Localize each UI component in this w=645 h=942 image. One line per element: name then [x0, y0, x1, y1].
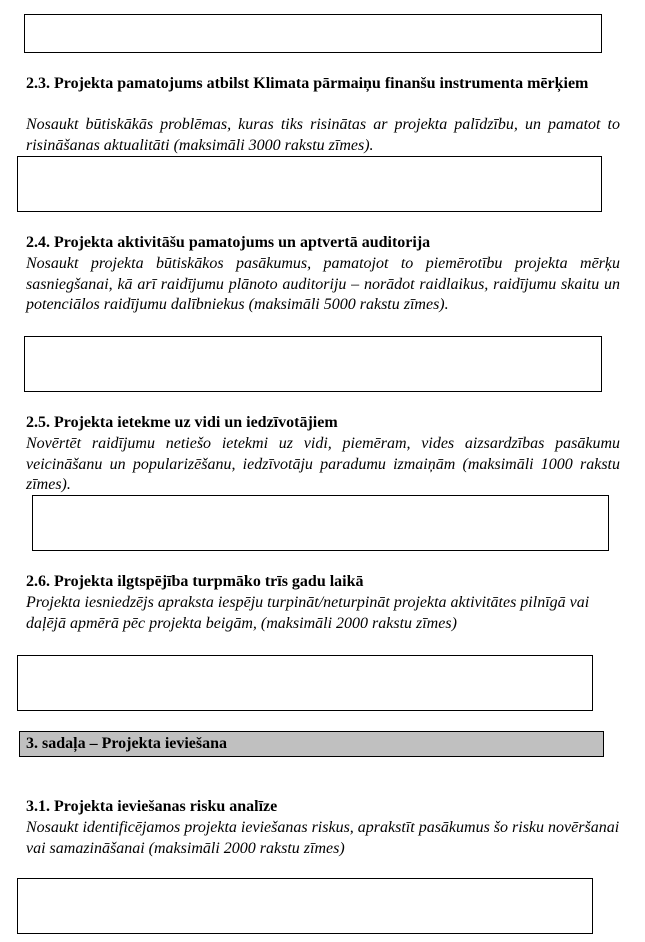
heading-2-4: 2.4. Projekta aktivitāšu pamatojums un aptvertā auditorija	[26, 234, 431, 251]
description-3-1: Nosaukt identificējamos projekta ieviešanas riskus, aprakstīt pasākumus šo risku novēršanai vai samazināšanai (maksimāli 2000 rakstu zīmes)	[26, 819, 620, 857]
answer-box-2-2[interactable]	[24, 14, 602, 53]
heading-2-5: 2.5. Projekta ietekme uz vidi un iedzīvotājiem	[26, 414, 338, 431]
description-2-6: Projekta iesniedzējs apraksta iespēju turpināt/neturpināt projekta aktivitātes pilnīgā vai daļējā apmērā pēc projekta beigām, (maksimāli 2000 rakstu zīmes)	[26, 594, 590, 632]
answer-box-3-1[interactable]	[17, 878, 593, 934]
heading-3-1: 3.1. Projekta ieviešanas risku analīze	[26, 798, 278, 815]
description-2-4: Nosaukt projekta būtiskākos pasākumus, pamatojot to piemērotību projekta mērķu sasniegšanai, kā arī raidījumu plānoto auditoriju – norādot raidlaikus, raidījumu skaitu un potenciālos raidījumu dalībniekus (maksimāli 5000 rakstu zīmes).	[26, 255, 620, 313]
answer-box-2-5[interactable]	[32, 495, 609, 551]
heading-2-3: 2.3. Projekta pamatojums atbilst Klimata pārmaiņu finanšu instrumenta mērķiem	[26, 75, 589, 92]
answer-box-2-4[interactable]	[24, 336, 602, 392]
description-2-3: Nosaukt būtiskākās problēmas, kuras tiks risinātas ar projekta palīdzību, un pamatot to risināšanas aktualitāti (maksimāli 3000 rakstu zīmes).	[26, 116, 620, 154]
answer-box-2-6[interactable]	[17, 655, 593, 711]
section-3-title: 3. sadaļa – Projekta ieviešana	[26, 735, 228, 752]
heading-2-6: 2.6. Projekta ilgtspējība turpmāko trīs gadu laikā	[26, 573, 364, 590]
answer-box-2-3[interactable]	[17, 156, 602, 212]
section-3-title-bar	[19, 731, 604, 757]
description-2-5: Novērtēt raidījumu netiešo ietekmi uz vidi, piemēram, vides aizsardzības pasākumu veicināšanu un popularizēšanu, iedzīvotāju paradumu izmaiņām (maksimāli 1000 rakstu zīmes).	[26, 435, 620, 493]
